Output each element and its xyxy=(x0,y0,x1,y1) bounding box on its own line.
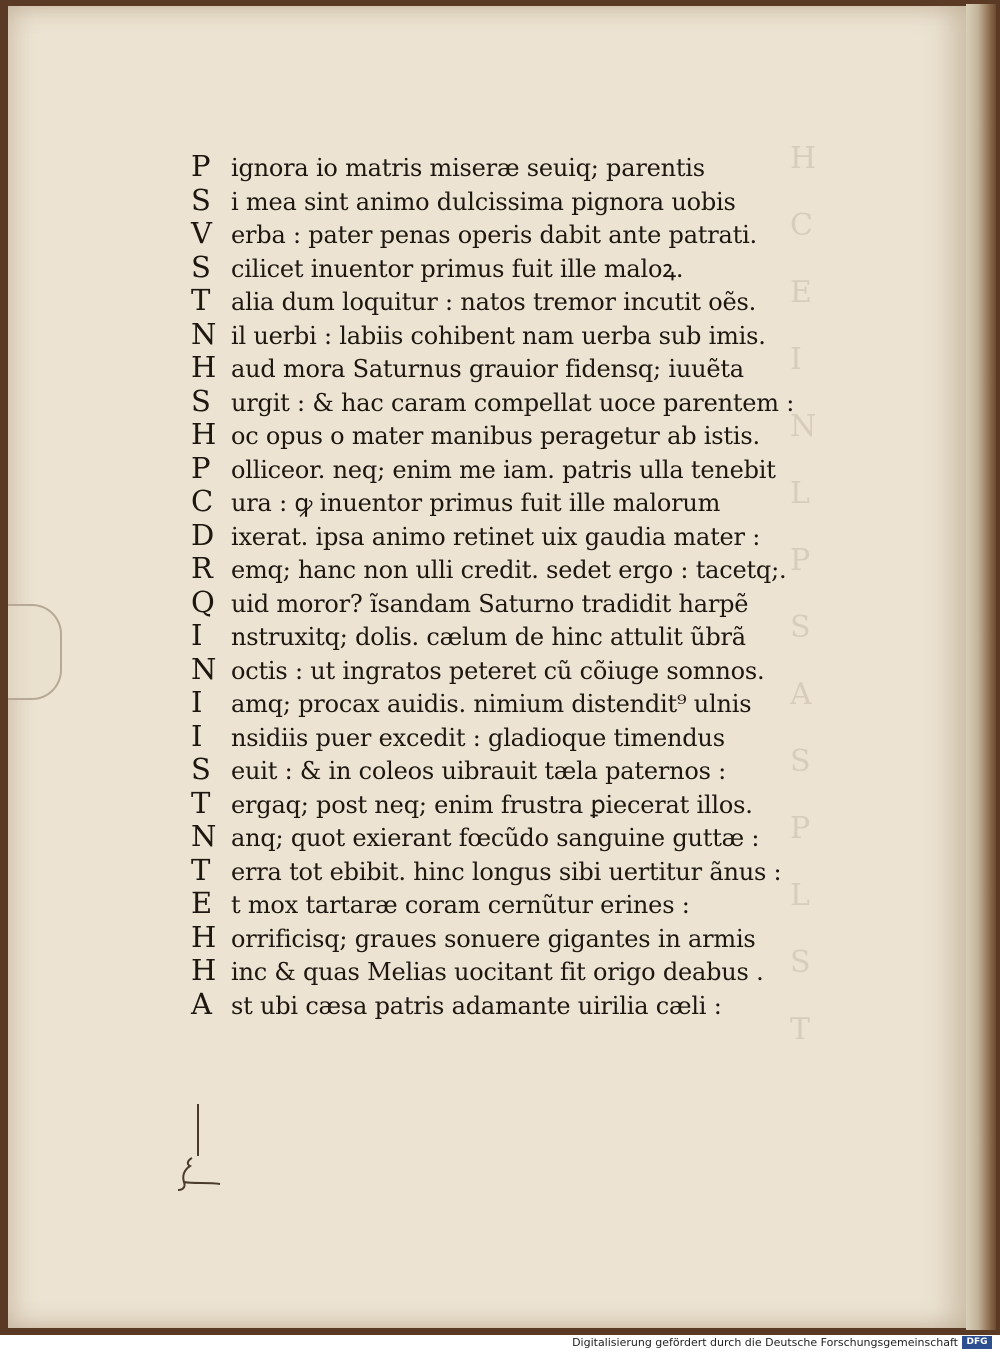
verse-line xyxy=(191,585,831,619)
verse-text: erba : pater penas operis dabit ante patrati. xyxy=(231,221,757,249)
bleed-through-letter: I xyxy=(790,342,802,377)
verse-line xyxy=(191,250,831,284)
verse-initial: H xyxy=(191,919,217,954)
bleed-through-letter: L xyxy=(790,476,810,511)
bleed-through-letter: C xyxy=(790,208,813,243)
bleed-through-letter: S xyxy=(790,945,811,980)
dfg-logo-icon: DFG xyxy=(962,1336,992,1349)
bleed-through-letter: H xyxy=(790,141,817,176)
bleed-through-letter: E xyxy=(790,275,812,310)
verse-initial: H xyxy=(191,417,217,451)
verse-text: nsidiis puer excedit : gladioque timendus xyxy=(231,723,725,752)
verse-initial: S xyxy=(191,383,211,418)
verse-text: euit : & in coleos uibrauit tæla paternos : xyxy=(231,757,727,785)
verse-initial: T xyxy=(191,785,211,820)
verse-line xyxy=(191,987,831,1021)
verse-block xyxy=(191,149,831,1020)
verse-text: ura : ꝙ inuentor primus fuit ille malorum xyxy=(231,489,721,517)
verse-text: olliceor. neq; enim me iam. patris ulla tenebit xyxy=(231,455,776,484)
verse-line xyxy=(191,283,831,317)
verse-initial: T xyxy=(191,852,211,887)
verse-text: uid moror? ĩsandam Saturno tradidit harpẽ xyxy=(231,589,749,618)
verse-text: il uerbi : labiis cohibent nam uerba sub imis. xyxy=(231,321,766,350)
verse-initial: P xyxy=(191,149,211,183)
verse-initial: T xyxy=(191,283,211,317)
verse-text: nstruxitq; dolis. cælum de hinc attulit ũbrã xyxy=(231,623,746,651)
verse-line xyxy=(191,551,831,585)
verse-text: emq; hanc non ulli credit. sedet ergo : tacetq;. xyxy=(231,556,787,584)
verse-line xyxy=(191,819,831,853)
verse-text: inc & quas Melias uocitant fit origo deabus . xyxy=(231,958,764,986)
verse-initial: N xyxy=(191,819,217,853)
verse-text: aud mora Saturnus grauior fidensq; iuuẽta xyxy=(231,355,744,383)
verse-line xyxy=(191,149,831,183)
margin-line-mark xyxy=(197,1104,199,1156)
verse-initial: N xyxy=(191,651,217,686)
verse-text: urgit : & hac caram compellat uoce parentem : xyxy=(231,388,795,417)
page-clip xyxy=(8,604,62,700)
bleed-through-letter: N xyxy=(790,409,817,444)
verse-line xyxy=(191,350,831,384)
book-page xyxy=(8,6,968,1328)
bleed-through-letter: L xyxy=(790,878,810,913)
verse-text: oc opus o mater manibus peragetur ab istis. xyxy=(231,422,760,450)
verse-text: ignora io matris miseræ seuiq; parentis xyxy=(231,154,705,182)
verse-initial: R xyxy=(191,551,213,585)
verse-text: alia dum loquitur : natos tremor incutit oẽs. xyxy=(231,288,757,316)
verse-line xyxy=(191,183,831,217)
bleed-through-letter: S xyxy=(790,610,811,645)
verse-initial: Q xyxy=(191,584,215,619)
verse-line xyxy=(191,752,831,786)
verse-line xyxy=(191,216,831,250)
verse-text: ergaq; post neq; enim frustra ꝑiecerat illos. xyxy=(231,790,753,819)
verse-text: orrificisq; graues sonuere gigantes in armis xyxy=(231,924,756,953)
verse-line xyxy=(191,618,831,652)
verse-initial: S xyxy=(191,752,211,786)
verse-line xyxy=(191,953,831,987)
verse-text: i mea sint animo dulcissima pignora uobis xyxy=(231,187,736,216)
verse-line xyxy=(191,886,831,920)
verse-text: cilicet inuentor primus fuit ille maloꝝ. xyxy=(231,254,684,283)
verse-initial: A xyxy=(191,986,212,1021)
bleed-through-letter: S xyxy=(790,744,811,779)
funding-credit: Digitalisierung gefördert durch die Deutsche Forschungsgemeinschaft xyxy=(572,1336,958,1349)
bleed-through-letter: A xyxy=(790,677,812,712)
verse-text: ixerat. ipsa animo retinet uix gaudia mater : xyxy=(231,522,761,551)
verse-line xyxy=(191,920,831,954)
verse-initial: I xyxy=(191,685,203,719)
verse-line xyxy=(191,652,831,686)
verse-initial: H xyxy=(191,953,217,987)
verse-line xyxy=(191,685,831,719)
digitization-footer xyxy=(0,1335,1000,1351)
verse-text: t mox tartaræ coram cernũtur erines : xyxy=(231,891,690,919)
verse-line xyxy=(191,451,831,485)
bleed-through-letter: P xyxy=(790,543,811,578)
verse-line xyxy=(191,518,831,552)
verse-text: amq; procax auidis. nimium distendit⁹ ulnis xyxy=(231,690,752,718)
margin-signature-mark xyxy=(178,1154,222,1194)
verse-text: anq; quot exierant fœcũdo sanguine guttæ : xyxy=(231,824,760,852)
verse-initial: I xyxy=(191,618,203,652)
verse-initial: D xyxy=(191,517,215,552)
verse-initial: C xyxy=(191,484,214,518)
verse-line xyxy=(191,853,831,887)
page-edge-shadow xyxy=(966,4,996,1330)
verse-initial: S xyxy=(191,249,211,284)
verse-line xyxy=(191,719,831,753)
verse-initial: P xyxy=(191,450,211,485)
bleed-through-letter: T xyxy=(790,1012,811,1047)
verse-initial: N xyxy=(191,316,217,351)
verse-line xyxy=(191,317,831,351)
verse-initial: I xyxy=(191,718,203,753)
bleed-through-letter: P xyxy=(790,811,811,846)
verse-initial: E xyxy=(191,886,213,920)
verse-initial: S xyxy=(191,182,211,217)
verse-initial: V xyxy=(191,216,212,250)
verse-line xyxy=(191,484,831,518)
verse-text: st ubi cæsa patris adamante uirilia cæli : xyxy=(231,991,722,1020)
verse-line xyxy=(191,786,831,820)
verse-text: octis : ut ingratos peteret cũ cõiuge somnos. xyxy=(231,656,765,685)
verse-initial: H xyxy=(191,350,217,384)
verse-line xyxy=(191,417,831,451)
verse-text: erra tot ebibit. hinc longus sibi uertitur ãnus : xyxy=(231,857,782,886)
verse-line xyxy=(191,384,831,418)
